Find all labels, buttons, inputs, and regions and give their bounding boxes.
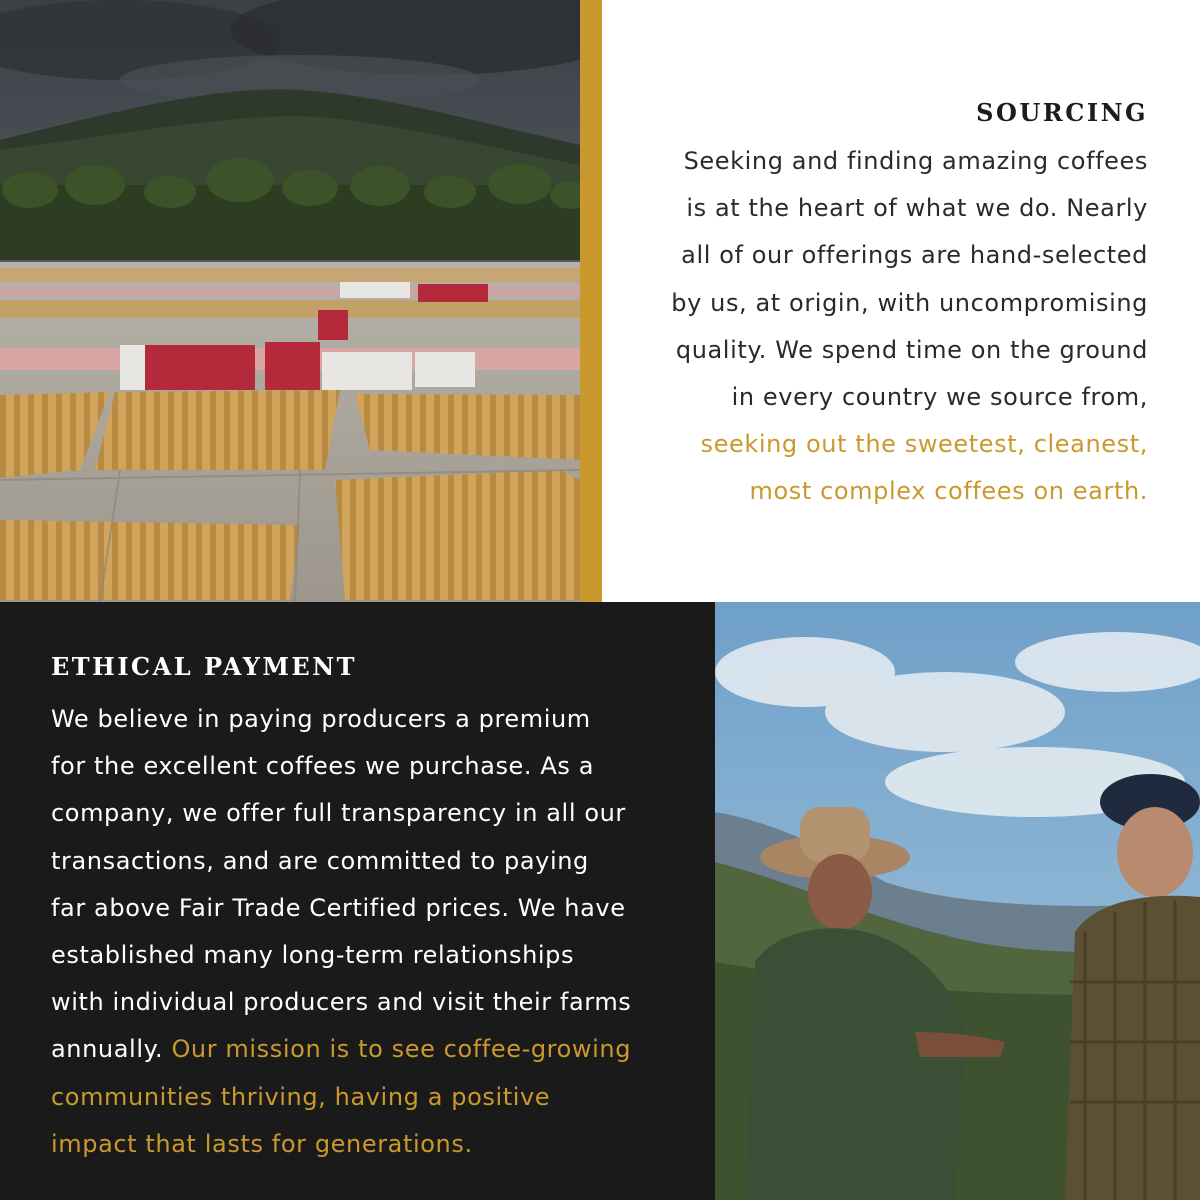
farmers-talking-photo xyxy=(715,602,1200,1200)
ethical-line: company, we offer full transparency in all our xyxy=(51,799,626,828)
sourcing-heading: SOURCING xyxy=(976,98,1148,127)
coffee-drying-patio-photo xyxy=(0,0,580,602)
sourcing-line: by us, at origin, with uncompromising xyxy=(671,288,1148,317)
sourcing-line: is at the heart of what we do. Nearly xyxy=(686,194,1148,223)
ethical-payment-section xyxy=(0,602,715,1200)
sourcing-body xyxy=(602,138,1148,516)
gold-divider-bar xyxy=(580,0,602,602)
sourcing-line: in every country we source from, xyxy=(731,383,1148,412)
ethical-payment-body xyxy=(51,696,701,1168)
ethical-line: transactions, and are committed to paying xyxy=(51,846,589,875)
ethical-mixed-line xyxy=(51,1026,701,1073)
sourcing-line: quality. We spend time on the ground xyxy=(675,335,1148,364)
ethical-line: We believe in paying producers a premium xyxy=(51,705,591,733)
ethical-plain-fragment: annually. xyxy=(51,1035,164,1064)
sourcing-accent-line: most complex coffees on earth. xyxy=(749,477,1148,506)
sourcing-line: Seeking and finding amazing coffees xyxy=(683,147,1148,175)
ethical-line: established many long-term relationships xyxy=(51,941,575,970)
ethical-line: far above Fair Trade Certified prices. We have xyxy=(51,893,626,922)
ethical-payment-heading: ETHICAL PAYMENT xyxy=(51,652,358,681)
ethical-line: with individual producers and visit their farms xyxy=(51,988,632,1017)
sourcing-section xyxy=(602,0,1200,602)
farmers-illustration xyxy=(715,602,1200,1200)
drying-patio-illustration xyxy=(0,0,580,602)
sourcing-line: all of our offerings are hand-selected xyxy=(681,241,1148,270)
ethical-line: for the excellent coffees we purchase. As a xyxy=(51,752,595,781)
ethical-accent-line: impact that lasts for generations. xyxy=(51,1129,473,1158)
sourcing-accent-line: seeking out the sweetest, cleanest, xyxy=(700,430,1148,459)
ethical-accent-fragment: Our mission is to see coffee-growing xyxy=(171,1035,632,1064)
ethical-accent-line: communities thriving, having a positive xyxy=(51,1082,551,1111)
